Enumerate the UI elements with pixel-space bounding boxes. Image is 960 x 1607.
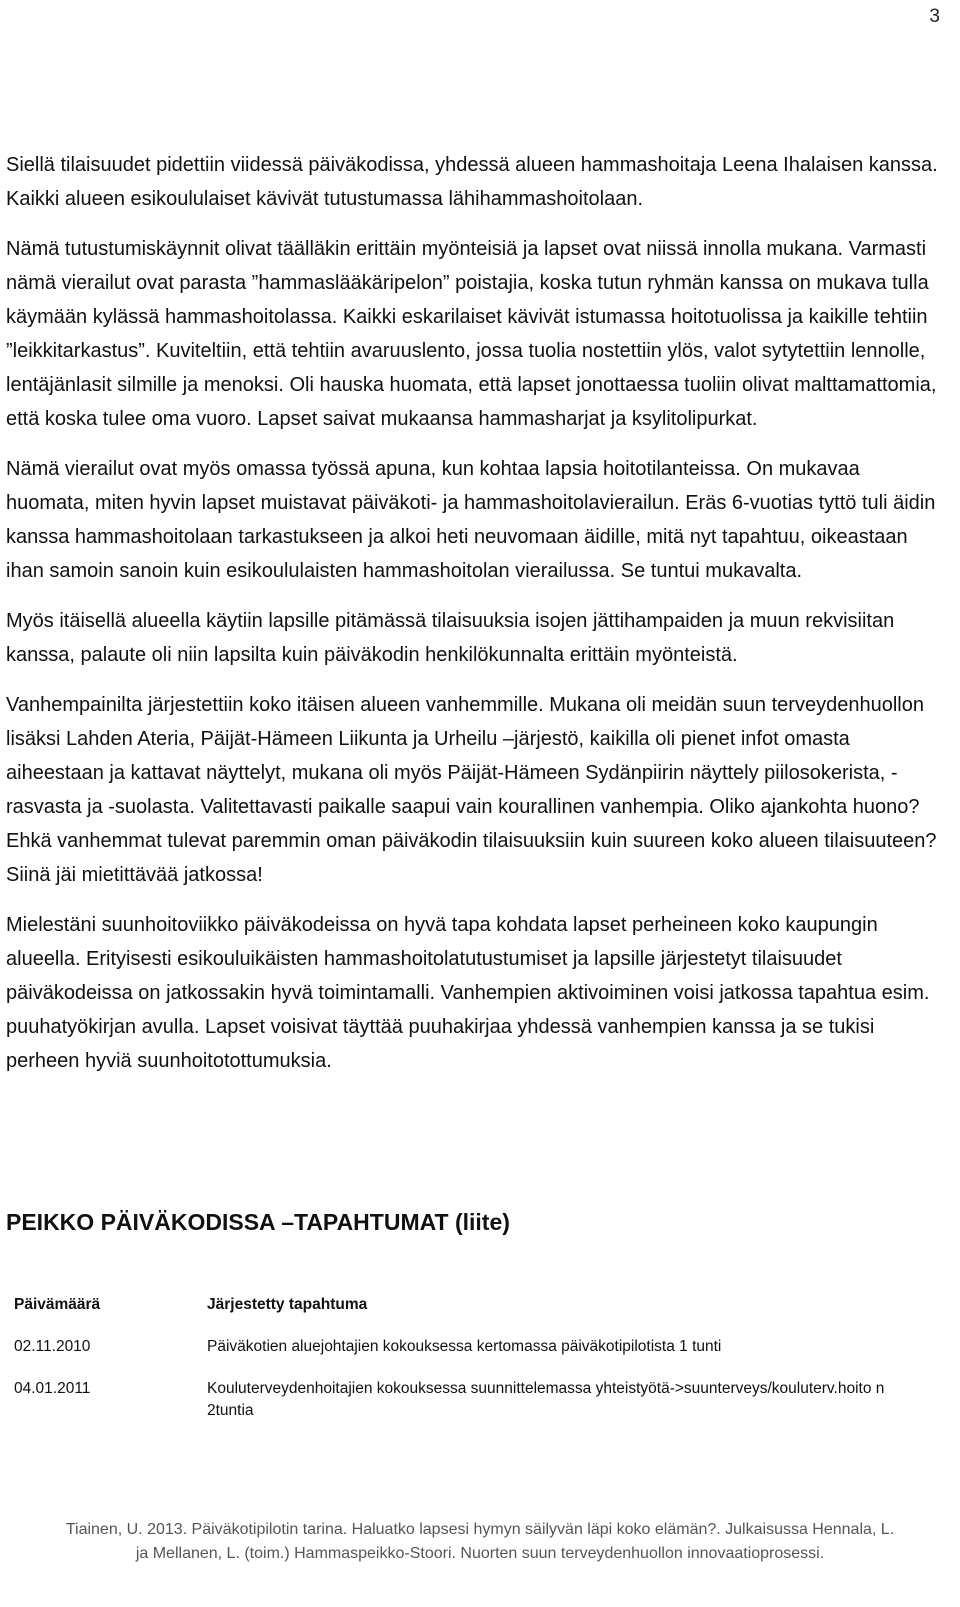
events-table: [14, 1294, 934, 1442]
cell-event: Kouluterveydenhoitajien kokouksessa suunnittelemassa yhteistyötä->suunterveys/kouluterv.hoito n 2tuntia: [207, 1380, 885, 1419]
cell-event: Päiväkotien aluejohtajien kokouksessa kertomassa päiväkotipilotista 1 tunti: [207, 1338, 722, 1355]
column-header-event: Järjestetty tapahtuma: [207, 1296, 368, 1313]
paragraph: Myös itäisellä alueella käytiin lapsille pitämässä tilaisuuksia isojen jättihampaiden ja muun rekvisiitan kanssa, palaute oli niin lapsilta kuin päiväkodin henkilökunnalta erittäin myönteistä.: [6, 610, 895, 666]
paragraph: Nämä tutustumiskäynnit olivat täälläkin erittäin myönteisiä ja lapset ovat niissä innolla mukana. Varmasti nämä vierailut ovat parasta ”hammaslääkäripelon” poistajia, koska tutun ryhmän kanssa on mukava tulla käymään kylässä hammashoitolassa. Kaikki eskarilaiset kävivät istumassa hoitotuolissa ja kaikille tehtiin ”leikkitarkastus”. Kuviteltiin, että tehtiin avaruuslento, jossa tuolia nostettiin ylös, valot sytytettiin lennolle, lentäjänlasit silmille ja menoksi. Oli hauska huomata, että lapset jonottaessa tuoliin olivat malttamattomia, että koska tulee oma vuoro. Lapset saivat mukaansa hammasharjat ja ksylitolipurkat.: [6, 238, 937, 430]
column-header-date: Päivämäärä: [14, 1296, 101, 1313]
paragraph: Siellä tilaisuudet pidettiin viidessä päiväkodissa, yhdessä alueen hammashoitaja Leena Ihalaisen kanssa. Kaikki alueen esikoululaiset kävivät tutustumassa lähihammashoitolaan.: [6, 154, 938, 210]
cell-date: 02.11.2010: [14, 1338, 91, 1355]
paragraph: Vanhempainilta järjestettiin koko itäisen alueen vanhemmille. Mukana oli meidän suun terveydenhuollon lisäksi Lahden Ateria, Päijät-Hämeen Liikunta ja Urheilu –järjestö, kaikilla oli pienet infot omasta aiheestaan ja kattavat näyttelyt, mukana oli myös Päijät-Hämeen Sydänpiirin näyttely piilosokerista, -rasvasta ja -suolasta. Valitettavasti paikalle saapui vain kourallinen vanhempia. Oliko ajankohta huono? Ehkä vanhemmat tulevat paremmin oman päiväkodin tilaisuuksiin kuin suureen koko alueen tilaisuuteen? Siinä jäi mietittävää jatkossa!: [6, 694, 937, 886]
body-text: [6, 148, 946, 1094]
paragraph: Nämä vierailut ovat myös omassa työssä apuna, kun kohtaa lapsia hoitotilanteissa. On mukavaa huomata, miten hyvin lapset muistavat päiväkoti- ja hammashoitolavierailun. Eräs 6-vuotias tyttö tuli äidin kanssa hammashoitolaan tarkastukseen ja alkoi heti neuvomaan äidille, mitä nyt tapahtuu, oikeastaan ihan samoin sanoin kuin esikoululaisten hammashoitolan vierailussa. Se tuntui mukavalta.: [6, 458, 936, 582]
cell-date: 04.01.2011: [14, 1380, 91, 1397]
table-header-row: [14, 1294, 934, 1316]
footer-line: Tiainen, U. 2013. Päiväkotipilotin tarina. Haluatko lapsesi hymyn säilyvän läpi koko elämän?. Julkaisussa Hennala, L.: [65, 1521, 895, 1538]
table-row: [14, 1336, 934, 1358]
table-row: [14, 1378, 934, 1422]
section-heading: PEIKKO PÄIVÄKODISSA –TAPAHTUMAT (liite): [6, 1209, 510, 1235]
footer-line: ja Mellanen, L. (toim.) Hammaspeikko-Stoori. Nuorten suun terveydenhuollon innovaatioprosessi.: [135, 1545, 825, 1562]
page-number: 3: [929, 6, 940, 27]
paragraph: Mielestäni suunhoitoviikko päiväkodeissa on hyvä tapa kohdata lapset perheineen koko kaupungin alueella. Erityisesti esikouluikäisten hammashoitolatutustumiset ja lapsille järjestetyt tilaisuudet päiväkodeissa on jatkossakin hyvä toimintamalli. Vanhempien aktivoiminen voisi jatkossa tapahtua esim. puuhatyökirjan avulla. Lapset voisivat täyttää puuhakirjaa yhdessä vanhempien kanssa ja se tukisi perheen hyviä suunhoitotottumuksia.: [6, 914, 930, 1072]
footer-citation: [0, 1518, 960, 1566]
